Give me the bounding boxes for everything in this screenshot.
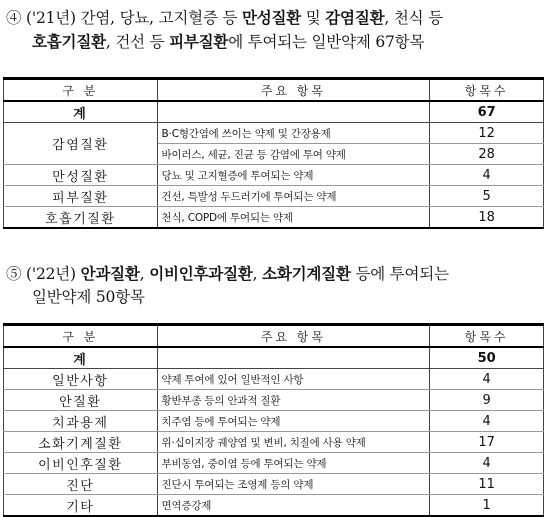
table-row <box>4 453 544 474</box>
total-item <box>157 347 430 369</box>
total-count: 50 <box>430 347 544 369</box>
heading-bold-eye: 안과질환 <box>80 264 140 283</box>
table-row <box>4 123 544 144</box>
category-cell: 호흡기질환 <box>4 207 158 229</box>
header-count: 항목수 <box>430 325 544 348</box>
heading-text: 및 <box>301 9 326 27</box>
count-cell: 1 <box>430 495 544 517</box>
heading-bold-skin: 피부질환 <box>169 32 229 51</box>
item-cell: 부비동염, 중이염 등에 투여되는 약제 <box>157 453 430 474</box>
heading-text: , <box>252 265 263 283</box>
count-cell: 17 <box>430 432 544 453</box>
count-cell: 12 <box>430 123 544 144</box>
table-row <box>4 165 544 186</box>
table-row <box>4 411 544 432</box>
table-row <box>4 495 544 517</box>
total-row <box>4 101 544 123</box>
count-cell: 5 <box>430 186 544 207</box>
count-cell: 9 <box>430 390 544 411</box>
heading-text: , 건선 등 <box>105 33 170 51</box>
category-cell: 이비인후질환 <box>4 453 158 474</box>
heading-text: , 천식 등 <box>384 9 443 27</box>
category-cell: 감염질환 <box>4 123 158 165</box>
section-heading-2021 <box>6 6 546 54</box>
item-cell: 천식, COPD에 투여되는 약제 <box>157 207 430 229</box>
section-heading-2022 <box>6 262 546 309</box>
count-cell: 4 <box>430 453 544 474</box>
total-label: 계 <box>4 347 158 369</box>
drug-table-2022 <box>3 323 544 517</box>
table-header-row <box>4 325 544 348</box>
header-items: 주요 항목 <box>157 79 430 102</box>
item-cell: 약제 투여에 있어 일반적인 사항 <box>157 369 430 390</box>
header-items: 주요 항목 <box>157 325 430 348</box>
heading-text: ('22년) <box>26 265 81 283</box>
category-cell: 일반사항 <box>4 369 158 390</box>
heading-bold-infection: 감염질환 <box>325 8 385 27</box>
category-cell: 진단 <box>4 474 158 495</box>
header-category: 구 분 <box>4 79 158 102</box>
table-row <box>4 390 544 411</box>
table-row <box>4 369 544 390</box>
count-cell: 4 <box>430 369 544 390</box>
count-cell: 18 <box>430 207 544 229</box>
section-marker: ⑤ <box>6 265 22 283</box>
category-cell: 피부질환 <box>4 186 158 207</box>
item-cell: 바이러스, 세균, 진균 등 감염에 투여 약제 <box>157 144 430 165</box>
item-cell: B·C형간염에 쓰이는 약제 및 간장용제 <box>157 123 430 144</box>
table-row <box>4 186 544 207</box>
heading-text: , <box>139 265 150 283</box>
table-row <box>4 474 544 495</box>
count-cell: 4 <box>430 411 544 432</box>
item-cell: 치주염 등에 투여되는 약제 <box>157 411 430 432</box>
category-cell: 기타 <box>4 495 158 517</box>
heading-text: 등에 투여되는 <box>350 265 449 283</box>
heading-bold-chronic: 만성질환 <box>241 8 302 27</box>
item-cell: 진단시 투여되는 조영제 등의 약제 <box>157 474 430 495</box>
heading-bold-ent: 이비인후과질환 <box>149 264 253 283</box>
item-cell: 면역증강제 <box>157 495 430 517</box>
count-cell: 4 <box>430 165 544 186</box>
total-item <box>157 101 430 123</box>
item-cell: 당뇨 및 고지혈증에 투여되는 약제 <box>157 165 430 186</box>
heading-bold-respiratory: 호흡기질환 <box>32 32 106 51</box>
table-row <box>4 207 544 229</box>
total-count: 67 <box>430 101 544 123</box>
header-count: 항목수 <box>430 79 544 102</box>
category-cell: 치과용제 <box>4 411 158 432</box>
drug-table-2021 <box>3 77 544 229</box>
count-cell: 11 <box>430 474 544 495</box>
heading-line-2: 일반약제 50항목 <box>32 288 145 306</box>
category-cell: 만성질환 <box>4 165 158 186</box>
table-header-row <box>4 79 544 102</box>
total-label: 계 <box>4 101 158 123</box>
heading-text: 에 투여되는 일반약제 67항목 <box>228 33 425 51</box>
heading-bold-digestive: 소화기계질환 <box>262 264 351 283</box>
heading-text: ('21년) 간염, 당뇨, 고지혈증 등 <box>26 9 242 27</box>
total-row <box>4 347 544 369</box>
item-cell: 건선, 특발성 두드러기에 투여되는 약제 <box>157 186 430 207</box>
item-cell: 황반부종 등의 안과적 질환 <box>157 390 430 411</box>
category-cell: 안질환 <box>4 390 158 411</box>
item-cell: 위·십이지장 궤양염 및 변비, 치질에 사용 약제 <box>157 432 430 453</box>
table-row <box>4 432 544 453</box>
category-cell: 소화기계질환 <box>4 432 158 453</box>
header-category: 구 분 <box>4 325 158 348</box>
count-cell: 28 <box>430 144 544 165</box>
heading-line-2 <box>6 30 546 54</box>
section-marker: ④ <box>6 9 22 27</box>
